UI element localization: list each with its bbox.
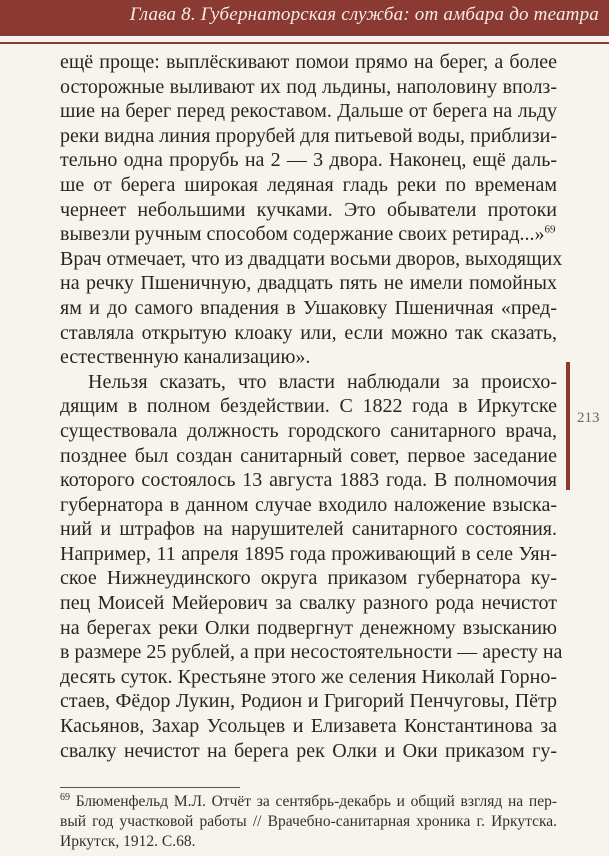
- chapter-title: Глава 8. Губернаторская служба: от амбара до театра: [129, 4, 599, 25]
- text-line: [60, 542, 557, 567]
- text-line: [60, 493, 557, 518]
- page-marker-bar: [566, 362, 570, 490]
- text-line-content: на берегах реки Олки подвергнут денежному взысканию: [60, 616, 557, 639]
- text-line: [60, 394, 557, 419]
- footnote-line: [60, 812, 557, 832]
- text-line-content: тельно одна прорубь на 2 — 3 двора. Наконец, ещё даль-: [60, 149, 557, 172]
- text-line-content: позднее был создан санитарный совет, первое заседание: [60, 444, 557, 467]
- text-line: [60, 345, 557, 370]
- text-line-content: которого состоялось 13 августа 1883 года. В полномочия: [60, 469, 557, 492]
- page-number: 213: [577, 410, 600, 426]
- text-line: [60, 419, 557, 444]
- footnote-line-content: Иркутск, 1912. С.68.: [60, 833, 196, 850]
- footnote-line-content: вый год участковой работы // Врачебно-санитарная хроника г. Иркутска.: [60, 813, 557, 830]
- text-line: [60, 99, 557, 124]
- text-line-content: ше от берега широкая ледяная гладь реки по временам: [60, 173, 557, 196]
- text-line: [60, 739, 557, 764]
- footnote-line: [60, 792, 557, 812]
- text-line-content: свалку нечистот на берега рек Олки и Оки приказом гу-: [60, 739, 557, 762]
- text-line-content: существовала должность городского санитарного врача,: [60, 419, 557, 442]
- text-line-content: Касьянов, Захар Усольцев и Елизавета Константинова за: [60, 715, 557, 738]
- text-line-content: чернеет небольшими кучками. Это обыватели протоки: [60, 198, 557, 221]
- text-line: [60, 271, 557, 296]
- text-line: [60, 444, 557, 469]
- text-line-content: Врач отмечает, что из двадцати восьми дворов, выходящих: [60, 247, 563, 270]
- body-text: [60, 50, 563, 763]
- text-line-content: пец Моисей Мейерович за свалку разного рода нечистот: [60, 592, 557, 615]
- text-line-content: вывезли ручным способом содержание своих ретирад...»: [60, 223, 545, 246]
- text-line-content: Например, 11 апреля 1895 года проживающий в селе Уян-: [60, 542, 557, 565]
- text-line-content: реки видна линия прорубей для питьевой воды, приблизи-: [60, 124, 558, 147]
- text-line-content: ставляла открытую клоаку или, если можно так сказать,: [60, 321, 557, 344]
- text-line: [60, 198, 557, 223]
- footnote-reference: 69: [544, 223, 556, 236]
- text-line-content: ям и до самого впадения в Ушаковку Пшеничная «пред-: [60, 296, 557, 319]
- text-line: [60, 665, 557, 690]
- text-line: [60, 370, 557, 395]
- text-line: [60, 247, 563, 272]
- text-line-content: осторожные выливают их под льдины, наполовину вполз-: [60, 75, 557, 98]
- footnote-mark: 69: [60, 791, 70, 803]
- text-line: [60, 148, 557, 173]
- text-line: [60, 566, 557, 591]
- text-line: [60, 124, 557, 149]
- text-line: [60, 296, 557, 321]
- text-line-content: Нельзя сказать, что власти наблюдали за происхо-: [88, 370, 557, 393]
- text-line-content: губернатора в данном случае входило наложение взыска-: [60, 493, 557, 516]
- text-line: [60, 616, 557, 641]
- text-line-content: дящим в полном бездействии. С 1822 года в Иркутске: [60, 395, 557, 418]
- text-line-content: шие на берег перед рекоставом. Дальше от берега на льду: [60, 100, 557, 123]
- text-line-content: естественную канализацию».: [60, 346, 311, 369]
- text-line: [60, 468, 557, 493]
- text-line: [60, 173, 557, 198]
- text-line: [60, 714, 557, 739]
- footnote-rule: [60, 787, 240, 788]
- footnote: [60, 792, 557, 852]
- text-line: [60, 689, 557, 714]
- text-line: [60, 517, 557, 542]
- footnote-line-content: Блюменфельд М.Л. Отчёт за сентябрь-декабрь и общий взгляд на пер-: [75, 793, 557, 810]
- text-line-content: ское Нижнеудинского округа приказом губернатора ку-: [60, 567, 557, 590]
- text-line-content: десять суток. Крестьяне этого же селения Николай Горно-: [60, 665, 557, 688]
- text-line: [60, 222, 557, 247]
- header-rule: [0, 42, 609, 44]
- text-line-content: стаев, Фёдор Лукин, Родион и Григорий Пенчуговы, Пётр: [60, 690, 557, 713]
- text-line: [60, 75, 557, 100]
- chapter-header-bar: [0, 0, 609, 36]
- text-line: [60, 591, 557, 616]
- text-line-content: в размере 25 рублей, а при несостоятельности — аресту на: [60, 641, 563, 664]
- text-line-content: ний и штрафов на нарушителей санитарного состояния.: [60, 518, 557, 541]
- footnote-line: [60, 832, 557, 852]
- text-line: [60, 50, 557, 75]
- text-line-content: на речку Пшеничную, двадцать пять не имели помойных: [60, 272, 557, 295]
- text-line: [60, 321, 557, 346]
- text-line-content: ещё проще: выплёскивают помои прямо на берег, а более: [60, 51, 557, 73]
- text-line: [60, 640, 563, 665]
